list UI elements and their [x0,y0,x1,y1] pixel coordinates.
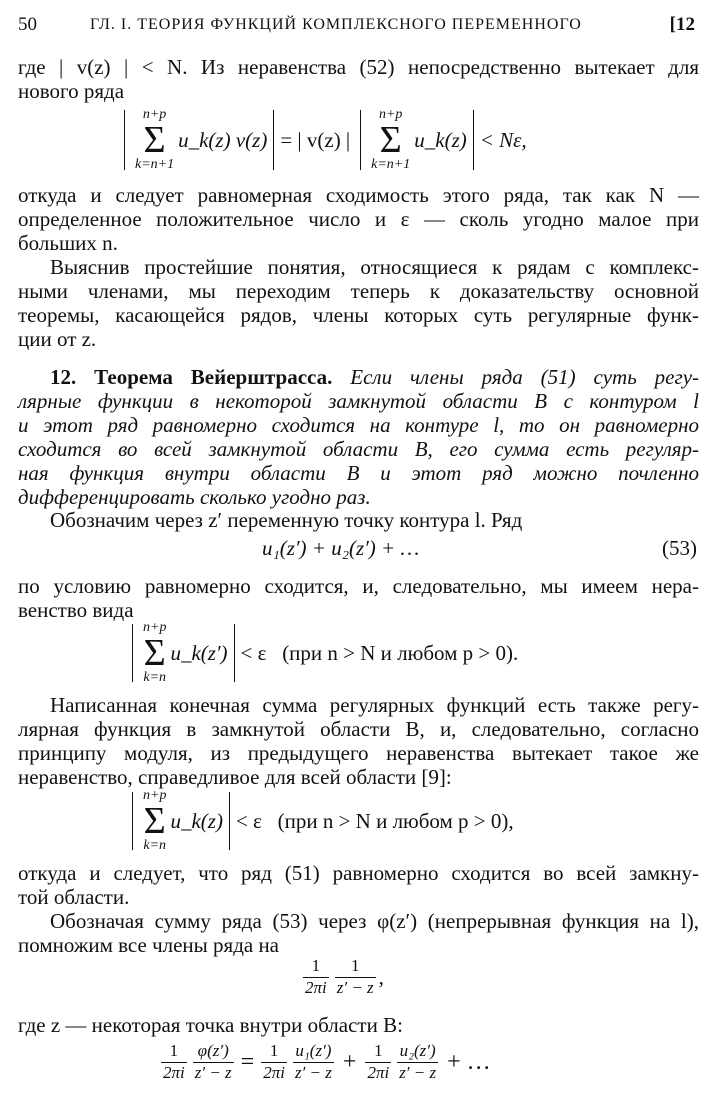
theorem-line: ная функция внутри области B и этот ряд можно почленно [18,461,699,485]
text-line: той области. [18,885,130,909]
sum-operator: n+p Σ k=n+1 [135,107,175,172]
text-line: нового ряда [18,79,125,103]
formula-tail: < ε (при n > N и любом p > 0), [235,808,514,833]
text-line: ции от z. [18,327,97,351]
equation-number: (53) [662,536,697,560]
sum-operator: n+p Σ k=n [143,788,167,853]
text-line: Написанная конечная сумма регулярных функций есть также регу- [50,693,699,717]
text-line: лярная функция в замкнутой области B, и, следовательно, согласно [18,717,699,741]
text-line: помножим все члены ряда на [18,933,280,957]
theorem-first-line [50,365,699,389]
formula-term: u_k(z′) [170,640,228,665]
fraction: $\frac{1}{2\pi i}$ [263,1041,285,1082]
formula-term: u_k(z) [170,808,223,833]
section-marker: [12 [669,14,695,35]
formula-contour-estimate [126,622,518,684]
formula-term-expansion: $\frac{1}{2\pi i}$ $\frac{\varphi(z')}{z' - z}$ = $\frac{1}{2\pi i}$ $\frac{\text{u₁(z′)}}{z' - z}$ + $\frac{1}{2\pi i}$ $\frac{\text{u₂(z′)}}{z' - z}$ + … [163,1041,491,1082]
formula-tail: < Nε, [479,127,527,152]
text-line: где | v(z) | < N. Из неравенства (52) непосредственно вытекает для [18,55,699,79]
formula-tail: < ε (при n > N и любом p > 0). [240,640,519,665]
text-line: где z — некоторая точка внутри области B: [18,1013,403,1037]
page-number: 50 [18,14,37,35]
text-line: принципу модуля, из предыдущего неравенства вытекает такое же [18,741,699,765]
text-line: неравенство, справедливое для всей области [9]: [18,765,452,789]
theorem-line: и этот ряд равномерно сходится на контуре l, то он равномерно [18,413,699,437]
theorem-text: Если члены ряда (51) суть регу- [350,365,700,389]
theorem-heading: 12. Теорема Вейерштрасса. [50,365,333,389]
fraction: $\frac{1}{2\pi i}$ [163,1041,185,1082]
fraction: $\frac{1}{2\pi i}$ [367,1041,390,1082]
fraction: $\frac{1}{2\pi i}$ [305,956,327,997]
text-line: теоремы, касающейся рядов, члены которых суть регулярные функ- [18,303,699,327]
page-header [18,10,695,42]
text-line: откуда и следует равномерная сходимость этого ряда, так как N — [18,183,699,207]
text-line: по условию равномерно сходится, и, следовательно, мы имеем нера- [18,574,699,598]
theorem-line: дифференцировать сколько угодно раз. [18,485,371,509]
text-line: венство вида [18,598,134,622]
fraction: $\frac{\text{u₂(z′)}}{z' - z}$ [399,1041,437,1082]
fraction: $\frac{\text{u₁(z′)}}{z' - z}$ [294,1041,332,1082]
theorem-line: лярные функции в некоторой замкнутой области B с контуром l [18,389,699,413]
running-title: ГЛ. I. ТЕОРИЯ ФУНКЦИЙ КОМПЛЕКСНОГО ПЕРЕМЕННОГО [90,16,582,33]
sum-operator: n+p Σ k=n+1 [371,107,411,172]
formula-term: u_k(z) [414,127,467,152]
formula-multiplier: $\frac{1}{2\pi i}$ $\frac{1}{z' - z}$ , [305,956,384,997]
theorem-line: сходится во всей замкнутой области B, его сумма есть регуляр- [18,437,699,461]
fraction: $\frac{1}{z' - z}$ [336,956,374,997]
text-line: откуда и следует, что ряд (51) равномерно сходится во всей замкну- [18,861,699,885]
text-line: Обозначая сумму ряда (53) через φ(z′) (непрерывная функция на l), [50,909,699,933]
text-line: ными членами, мы переходим теперь к доказательству основной [18,279,699,303]
formula-region-estimate [126,790,514,852]
formula-middle: = | v(z) | [280,127,351,152]
text-line: Обозначим через z′ переменную точку контура l. Ряд [50,508,523,532]
formula-series-53: u₁(z′) + u₂(z′) + … [262,536,420,560]
text-line: Выяснив простейшие понятия, относящиеся к рядам с комплекс- [50,255,699,279]
text-line: больших n. [18,231,118,255]
formula-sum-estimate [118,107,527,173]
formula-term: u_k(z) v(z) [178,127,268,152]
sum-operator: n+p Σ k=n [143,620,167,685]
text-line: определенное положительное число и ε — сколь угодно малое при [18,207,699,231]
fraction: $\frac{\varphi(z')}{z' - z}$ [194,1041,232,1082]
